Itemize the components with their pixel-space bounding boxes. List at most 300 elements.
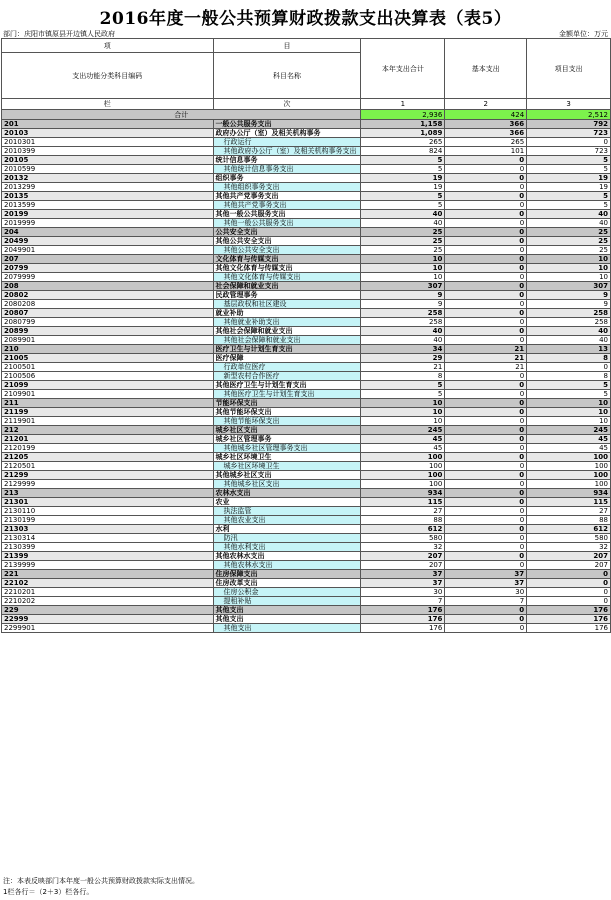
cell-code: 2129999: [2, 480, 214, 489]
cell-c1: 37: [361, 579, 445, 588]
cell-c2: 0: [445, 327, 527, 336]
cell-name: 其他医疗卫生与计划生育支出: [213, 381, 361, 390]
cell-code: 20135: [2, 192, 214, 201]
cell-c3: 10: [527, 264, 611, 273]
cell-code: 207: [2, 255, 214, 264]
cell-c1: 258: [361, 309, 445, 318]
table-row: [2, 282, 611, 291]
cell-c1: 10: [361, 255, 445, 264]
cell-name: 其他城乡社区支出: [213, 471, 361, 480]
cell-c1: 245: [361, 426, 445, 435]
cell-code: 2130399: [2, 543, 214, 552]
cell-name: 统计信息事务: [213, 156, 361, 165]
cell-name: 公共安全支出: [213, 228, 361, 237]
cell-name: 其他农业支出: [213, 516, 361, 525]
cell-code: 2120501: [2, 462, 214, 471]
cell-c1: 9: [361, 300, 445, 309]
cell-name: 城乡社区环境卫生: [213, 462, 361, 471]
cell-name: 其他支出: [213, 624, 361, 633]
table-row: [2, 291, 611, 300]
table-row: [2, 525, 611, 534]
table-row: [2, 534, 611, 543]
cell-code: 212: [2, 426, 214, 435]
cell-name: 其他组织事务支出: [213, 183, 361, 192]
cell-c2: 0: [445, 399, 527, 408]
cell-c3: 176: [527, 615, 611, 624]
cell-name: 其他社会保障和就业支出: [213, 336, 361, 345]
cell-c3: 792: [527, 120, 611, 129]
cell-c1: 10: [361, 417, 445, 426]
table-row: [2, 624, 611, 633]
cell-name: 文化体育与传媒支出: [213, 255, 361, 264]
table-row: [2, 255, 611, 264]
cell-c3: 5: [527, 390, 611, 399]
cell-c2: 0: [445, 507, 527, 516]
page-title: 2016年度一般公共预算财政拨款支出决算表（表5）: [99, 9, 512, 29]
cell-name: 农业: [213, 498, 361, 507]
table-row: [2, 174, 611, 183]
cell-c3: 19: [527, 183, 611, 192]
cell-code: 2130110: [2, 507, 214, 516]
cell-c3: 8: [527, 354, 611, 363]
cell-c3: 307: [527, 282, 611, 291]
cell-c3: 5: [527, 201, 611, 210]
cell-c3: 9: [527, 300, 611, 309]
header-col2: 基本支出: [445, 39, 527, 99]
header-n1: 1: [361, 99, 445, 110]
table-row: [2, 606, 611, 615]
table-row: [2, 543, 611, 552]
cell-c1: 100: [361, 480, 445, 489]
cell-c3: 10: [527, 273, 611, 282]
cell-name: 医疗卫生与计划生育支出: [213, 345, 361, 354]
table-row: [2, 615, 611, 624]
cell-c1: 207: [361, 552, 445, 561]
expenditure-table: [1, 38, 611, 633]
cell-code: 2119901: [2, 417, 214, 426]
cell-c3: 0: [527, 579, 611, 588]
table-row: [2, 228, 611, 237]
cell-c3: 25: [527, 228, 611, 237]
cell-code: 20132: [2, 174, 214, 183]
cell-c1: 5: [361, 192, 445, 201]
cell-name: 就业补助: [213, 309, 361, 318]
table-row: [2, 408, 611, 417]
cell-c1: 25: [361, 237, 445, 246]
cell-c2: 0: [445, 210, 527, 219]
cell-name: 政府办公厅（室）及相关机构事务: [213, 129, 361, 138]
cell-c3: 88: [527, 516, 611, 525]
table-row: [2, 480, 611, 489]
cell-code: 2130314: [2, 534, 214, 543]
cell-c2: 0: [445, 480, 527, 489]
cell-c2: 0: [445, 552, 527, 561]
cell-c1: 258: [361, 318, 445, 327]
cell-code: 201: [2, 120, 214, 129]
cell-name: 其他一般公共服务支出: [213, 210, 361, 219]
cell-c1: 5: [361, 201, 445, 210]
cell-c1: 10: [361, 399, 445, 408]
cell-name: 行政单位医疗: [213, 363, 361, 372]
cell-code: 2010599: [2, 165, 214, 174]
cell-code: 20199: [2, 210, 214, 219]
header-row-item: [2, 39, 611, 53]
cell-code: 213: [2, 489, 214, 498]
table-row: [2, 435, 611, 444]
cell-c1: 34: [361, 345, 445, 354]
cell-code: 2210202: [2, 597, 214, 606]
table-row: [2, 210, 611, 219]
cell-c1: 265: [361, 138, 445, 147]
cell-c2: 0: [445, 309, 527, 318]
cell-c1: 1,158: [361, 120, 445, 129]
table-row: [2, 336, 611, 345]
cell-code: 2100506: [2, 372, 214, 381]
cell-c1: 612: [361, 525, 445, 534]
cell-c3: 0: [527, 363, 611, 372]
cell-name: 其他城乡社区管理事务支出: [213, 444, 361, 453]
cell-c2: 0: [445, 525, 527, 534]
cell-code: 21303: [2, 525, 214, 534]
header-col3: 项目支出: [527, 39, 611, 99]
table-row: [2, 588, 611, 597]
table-row: [2, 363, 611, 372]
cell-name: 节能环保支出: [213, 399, 361, 408]
table-row: [2, 579, 611, 588]
table-row: [2, 201, 611, 210]
total-c3: 2,512: [527, 110, 611, 120]
cell-c2: 366: [445, 129, 527, 138]
table-row: [2, 147, 611, 156]
cell-c2: 366: [445, 120, 527, 129]
cell-name: 其他公共安全支出: [213, 237, 361, 246]
table-row: [2, 507, 611, 516]
cell-c2: 0: [445, 192, 527, 201]
table-row: [2, 318, 611, 327]
cell-code: 22999: [2, 615, 214, 624]
table-row: [2, 570, 611, 579]
cell-name: 城乡社区支出: [213, 426, 361, 435]
cell-name: 城乡社区环境卫生: [213, 453, 361, 462]
cell-c1: 307: [361, 282, 445, 291]
cell-c1: 45: [361, 444, 445, 453]
cell-c2: 0: [445, 228, 527, 237]
cell-name: 城乡社区管理事务: [213, 435, 361, 444]
cell-name: 其他支出: [213, 606, 361, 615]
cell-c3: 100: [527, 480, 611, 489]
table-row: [2, 498, 611, 507]
cell-c3: 10: [527, 399, 611, 408]
table-row: [2, 471, 611, 480]
unit-label: 金额单位：万元: [559, 30, 608, 38]
cell-c1: 25: [361, 246, 445, 255]
cell-c2: 0: [445, 471, 527, 480]
cell-c2: 30: [445, 588, 527, 597]
cell-c1: 8: [361, 372, 445, 381]
cell-c2: 0: [445, 282, 527, 291]
cell-code: 221: [2, 570, 214, 579]
cell-name: 新型农村合作医疗: [213, 372, 361, 381]
cell-c3: 45: [527, 444, 611, 453]
cell-c1: 5: [361, 381, 445, 390]
cell-name: 其他农林水支出: [213, 552, 361, 561]
cell-name: 执法监管: [213, 507, 361, 516]
cell-name: 其他一般公共服务支出: [213, 219, 361, 228]
cell-c1: 10: [361, 408, 445, 417]
cell-c3: 10: [527, 255, 611, 264]
cell-c3: 25: [527, 246, 611, 255]
cell-c1: 824: [361, 147, 445, 156]
cell-c3: 0: [527, 597, 611, 606]
table-row: [2, 354, 611, 363]
cell-c1: 10: [361, 264, 445, 273]
cell-c2: 101: [445, 147, 527, 156]
cell-code: 2139999: [2, 561, 214, 570]
cell-code: 2010301: [2, 138, 214, 147]
cell-name: 组织事务: [213, 174, 361, 183]
cell-c3: 10: [527, 408, 611, 417]
cell-code: 20103: [2, 129, 214, 138]
cell-c2: 0: [445, 444, 527, 453]
cell-c1: 176: [361, 606, 445, 615]
cell-c2: 0: [445, 201, 527, 210]
cell-c1: 21: [361, 363, 445, 372]
cell-c1: 27: [361, 507, 445, 516]
table-row: [2, 156, 611, 165]
header-name: 科目名称: [213, 53, 361, 99]
cell-c2: 0: [445, 273, 527, 282]
cell-c2: 0: [445, 489, 527, 498]
cell-name: 其他社会保障和就业支出: [213, 327, 361, 336]
cell-c3: 115: [527, 498, 611, 507]
cell-code: 20802: [2, 291, 214, 300]
cell-c2: 0: [445, 381, 527, 390]
cell-c3: 100: [527, 471, 611, 480]
table-row: [2, 120, 611, 129]
cell-c2: 0: [445, 624, 527, 633]
table-row: [2, 345, 611, 354]
cell-c1: 10: [361, 273, 445, 282]
cell-c3: 723: [527, 147, 611, 156]
table-row: [2, 399, 611, 408]
cell-c1: 45: [361, 435, 445, 444]
cell-name: 其他政府办公厅（室）及相关机构事务支出: [213, 147, 361, 156]
cell-c2: 0: [445, 255, 527, 264]
cell-c3: 207: [527, 552, 611, 561]
header-row-label: 栏: [2, 99, 214, 110]
table-row: [2, 426, 611, 435]
cell-c1: 176: [361, 624, 445, 633]
cell-name: 其他节能环保支出: [213, 408, 361, 417]
table-row: [2, 138, 611, 147]
header-col1: 本年支出合计: [361, 39, 445, 99]
cell-code: 20499: [2, 237, 214, 246]
cell-name: 水利: [213, 525, 361, 534]
cell-name: 其他支出: [213, 615, 361, 624]
cell-c3: 19: [527, 174, 611, 183]
cell-code: 210: [2, 345, 214, 354]
cell-c2: 0: [445, 426, 527, 435]
cell-code: 2080208: [2, 300, 214, 309]
cell-code: 20807: [2, 309, 214, 318]
cell-c2: 0: [445, 183, 527, 192]
cell-code: 2013299: [2, 183, 214, 192]
table-row: [2, 165, 611, 174]
cell-code: 21301: [2, 498, 214, 507]
table-row: [2, 192, 611, 201]
cell-code: 21201: [2, 435, 214, 444]
table-row: [2, 561, 611, 570]
cell-c3: 40: [527, 327, 611, 336]
cell-c2: 21: [445, 363, 527, 372]
cell-name: 住房公积金: [213, 588, 361, 597]
cell-c2: 0: [445, 264, 527, 273]
table-row: [2, 390, 611, 399]
cell-c3: 32: [527, 543, 611, 552]
cell-c1: 40: [361, 219, 445, 228]
cell-c1: 40: [361, 210, 445, 219]
cell-name: 其他医疗卫生与计划生育支出: [213, 390, 361, 399]
cell-c3: 176: [527, 624, 611, 633]
table-row: [2, 327, 611, 336]
cell-name: 住房改革支出: [213, 579, 361, 588]
cell-c2: 0: [445, 336, 527, 345]
cell-code: 2079999: [2, 273, 214, 282]
cell-c2: 0: [445, 372, 527, 381]
cell-c3: 207: [527, 561, 611, 570]
cell-code: 208: [2, 282, 214, 291]
cell-code: 20105: [2, 156, 214, 165]
cell-name: 其他节能环保支出: [213, 417, 361, 426]
cell-code: 21205: [2, 453, 214, 462]
cell-code: 22102: [2, 579, 214, 588]
cell-code: 2089901: [2, 336, 214, 345]
cell-c1: 100: [361, 453, 445, 462]
cell-c2: 0: [445, 237, 527, 246]
cell-c3: 100: [527, 453, 611, 462]
cell-name: 基层政权和社区建设: [213, 300, 361, 309]
cell-name: 其他统计信息事务支出: [213, 165, 361, 174]
cell-code: 2013599: [2, 201, 214, 210]
cell-c3: 25: [527, 237, 611, 246]
total-c1: 2,936: [361, 110, 445, 120]
cell-c2: 0: [445, 453, 527, 462]
table-row: [2, 309, 611, 318]
cell-c3: 612: [527, 525, 611, 534]
cell-c3: 176: [527, 606, 611, 615]
cell-name: 医疗保障: [213, 354, 361, 363]
cell-c2: 0: [445, 156, 527, 165]
header-row-numbers: [2, 99, 611, 110]
cell-c2: 21: [445, 345, 527, 354]
cell-name: 一般公共服务支出: [213, 120, 361, 129]
cell-c3: 5: [527, 381, 611, 390]
cell-c3: 5: [527, 192, 611, 201]
cell-c1: 580: [361, 534, 445, 543]
table-row: [2, 273, 611, 282]
cell-c2: 0: [445, 534, 527, 543]
cell-c2: 0: [445, 174, 527, 183]
table-row: [2, 444, 611, 453]
cell-name: 住房保障支出: [213, 570, 361, 579]
table-row: [2, 300, 611, 309]
cell-c1: 25: [361, 228, 445, 237]
table-row: [2, 183, 611, 192]
table-row: [2, 237, 611, 246]
cell-c3: 245: [527, 426, 611, 435]
cell-c3: 100: [527, 462, 611, 471]
cell-c3: 8: [527, 372, 611, 381]
cell-c1: 29: [361, 354, 445, 363]
cell-code: 2100501: [2, 363, 214, 372]
cell-c2: 0: [445, 462, 527, 471]
cell-c1: 100: [361, 471, 445, 480]
cell-c1: 7: [361, 597, 445, 606]
cell-c1: 1,089: [361, 129, 445, 138]
cell-code: 21099: [2, 381, 214, 390]
cell-c2: 0: [445, 390, 527, 399]
header-code: 支出功能分类科目编码: [2, 53, 214, 99]
cell-c3: 723: [527, 129, 611, 138]
cell-c2: 0: [445, 498, 527, 507]
total-label: 合计: [2, 110, 361, 120]
cell-c3: 45: [527, 435, 611, 444]
cell-name: 其他公共安全支出: [213, 246, 361, 255]
cell-c3: 0: [527, 588, 611, 597]
cell-name: 防汛: [213, 534, 361, 543]
cell-c2: 0: [445, 300, 527, 309]
cell-name: 其他文化体育与传媒支出: [213, 273, 361, 282]
cell-c2: 0: [445, 615, 527, 624]
cell-code: 2049901: [2, 246, 214, 255]
cell-c2: 0: [445, 543, 527, 552]
note-2: 1栏各行＝（2＋3）栏各行。: [3, 888, 94, 896]
table-row: [2, 372, 611, 381]
cell-code: 20799: [2, 264, 214, 273]
cell-c3: 40: [527, 219, 611, 228]
cell-c3: 5: [527, 156, 611, 165]
cell-c1: 30: [361, 588, 445, 597]
cell-c2: 0: [445, 435, 527, 444]
cell-name: 其他就业补助支出: [213, 318, 361, 327]
total-row: [2, 110, 611, 120]
table-row: [2, 597, 611, 606]
cell-c1: 207: [361, 561, 445, 570]
cell-c1: 100: [361, 462, 445, 471]
table-row: [2, 516, 611, 525]
cell-c3: 9: [527, 291, 611, 300]
cell-name: 提租补贴: [213, 597, 361, 606]
cell-c2: 0: [445, 408, 527, 417]
cell-c2: 0: [445, 246, 527, 255]
table-row: [2, 246, 611, 255]
cell-c1: 88: [361, 516, 445, 525]
cell-c3: 40: [527, 336, 611, 345]
cell-name: 其他共产党事务支出: [213, 192, 361, 201]
table-row: [2, 552, 611, 561]
cell-c1: 37: [361, 570, 445, 579]
table-row: [2, 489, 611, 498]
cell-name: 民政管理事务: [213, 291, 361, 300]
cell-c3: 0: [527, 570, 611, 579]
cell-name: 其他水利支出: [213, 543, 361, 552]
cell-c1: 40: [361, 327, 445, 336]
table-row: [2, 381, 611, 390]
cell-name: 其他文化体育与传媒支出: [213, 264, 361, 273]
cell-name: 其他城乡社区支出: [213, 480, 361, 489]
cell-c3: 258: [527, 318, 611, 327]
table-row: [2, 219, 611, 228]
